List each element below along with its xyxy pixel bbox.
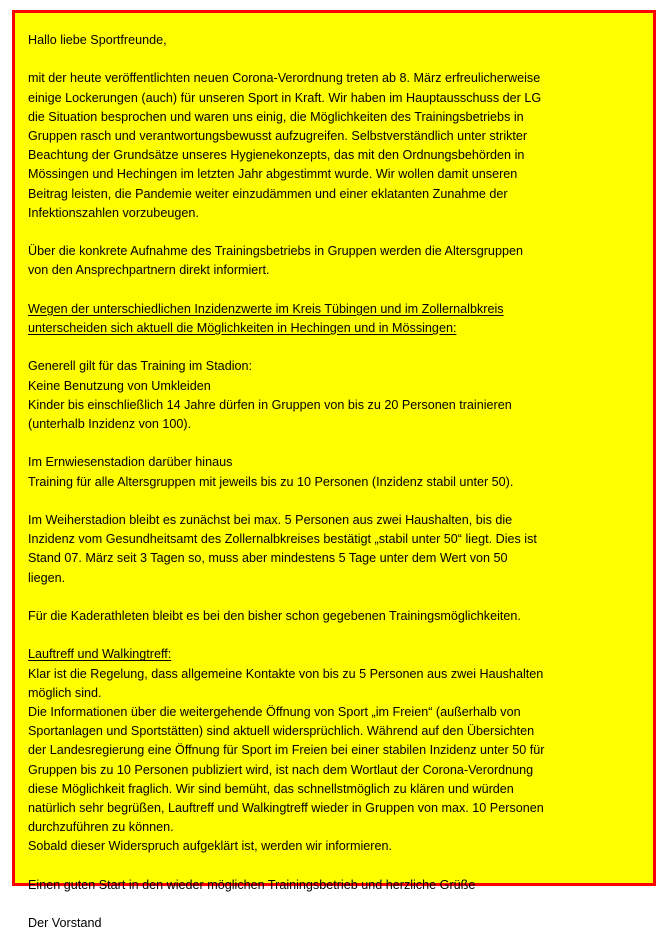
paragraph-intro	[28, 69, 637, 223]
underlined-heading-line: Wegen der unterschiedlichen Inzidenzwerte im Kreis Tübingen und im Zollernalbkreis	[28, 301, 504, 316]
notice-body	[15, 13, 653, 943]
text-line: natürlich sehr begrüßen, Lauftreff und Walkingtreff wieder in Gruppen von max. 10 Personen	[28, 801, 544, 815]
underlined-heading-line: unterscheiden sich aktuell die Möglichkeiten in Hechingen und in Mössingen:	[28, 321, 457, 335]
paragraph-closing	[28, 876, 637, 895]
salutation	[28, 31, 637, 50]
text-line: Generell gilt für das Training im Stadion:	[28, 359, 252, 374]
text-line: Inzidenz vom Gesundheitsamt des Zollernalbkreises bestätigt „stabil unter 50“ liegt. Dies ist	[28, 532, 537, 547]
salutation-line: Hallo liebe Sportfreunde,	[28, 33, 167, 47]
paragraph-kaderathleten	[28, 607, 637, 626]
text-line: möglich sind.	[28, 685, 102, 700]
paragraph-altersgruppen-info	[28, 242, 637, 280]
text-line: Gruppen bis zu 10 Personen publiziert wird, ist nach dem Wortlaut der Corona-Verordnung	[28, 762, 534, 777]
paragraph-stadion-generell	[28, 357, 637, 434]
paragraph-signature	[28, 914, 637, 933]
paragraph-lauftreff-heading	[28, 645, 637, 664]
text-line: Im Ernwiesenstadion darüber hinaus	[28, 455, 233, 470]
text-line: Klar ist die Regelung, dass allgemeine Kontakte von bis zu 5 Personen aus zwei Haushalten	[28, 666, 544, 681]
text-line: Über die konkrete Aufnahme des Trainingsbetriebs in Gruppen werden die Altersgruppen	[28, 244, 523, 259]
paragraph-weiherstadion	[28, 511, 637, 588]
text-line: Sportanlagen und Sportstätten) sind aktuell widersprüchlich. Während auf den Übersichten	[28, 724, 535, 739]
text-line: Sobald dieser Widerspruch aufgeklärt ist, werden wir informieren.	[28, 839, 392, 854]
text-line: der Landesregierung eine Öffnung für Sport im Freien bei einer stabilen Inzidenz unter 50 für	[28, 743, 545, 758]
text-line: (unterhalb Inzidenz von 100).	[28, 417, 192, 431]
text-line: die Situation besprochen und waren uns einig, die Möglichkeiten des Trainingsbetriebs in	[28, 109, 524, 124]
text-line: liegen.	[28, 570, 66, 585]
paragraph-lauftreff-body	[28, 665, 637, 857]
text-line: Beitrag leisten, die Pandemie weiter einzudämmen und einer eklatanten Zunahme der	[28, 186, 508, 201]
text-line: Beachtung der Grundsätze unseres Hygienekonzepts, das mit den Ordnungsbehörden in	[28, 148, 525, 163]
paragraph-spacer	[28, 223, 637, 242]
text-line: diese Möglichkeit fraglich. Wir sind bemüht, das schnellstmöglich zu klären und würden	[28, 781, 514, 796]
text-line: Infektionszahlen vorzubeugen.	[28, 205, 199, 220]
text-line: Mössingen und Hechingen im letzten Jahr abgestimmt wurde. Wir wollen damit unseren	[28, 167, 518, 182]
paragraph-inzidenz-heading	[28, 300, 637, 338]
text-line: Training für alle Altersgruppen mit jeweils bis zu 10 Personen (Inzidenz stabil unter 50).	[28, 474, 514, 489]
signature-line: Der Vorstand	[28, 916, 102, 931]
text-line: Stand 07. März seit 3 Tagen so, muss aber mindestens 5 Tage unter dem Wert von 50	[28, 551, 508, 566]
text-line: Keine Benutzung von Umkleiden	[28, 378, 211, 393]
text-line: Im Weiherstadion bleibt es zunächst bei max. 5 Personen aus zwei Haushalten, bis die	[28, 512, 513, 527]
text-line: von den Ansprechpartnern direkt informiert.	[28, 263, 270, 278]
text-line: durchzuführen zu können.	[28, 820, 174, 835]
text-line: Für die Kaderathleten bleibt es bei den bisher schon gegebenen Trainingsmöglichkeiten.	[28, 608, 521, 623]
text-line: mit der heute veröffentlichten neuen Corona-Verordnung treten ab 8. März erfreulicherweise	[28, 71, 541, 86]
text-line: Gruppen rasch und verantwortungsbewusst aufzugreifen. Selbstverständlich unter strikter	[28, 129, 528, 143]
paragraph-ernwiesenstadion	[28, 453, 637, 491]
text-line: Einen guten Start in den wieder möglichen Trainingsbetrieb und herzliche Grüße	[28, 877, 476, 892]
text-line: Kinder bis einschließlich 14 Jahre dürfen in Gruppen von bis zu 20 Personen trainieren	[28, 397, 512, 412]
text-line: einige Lockerungen (auch) für unseren Sport in Kraft. Wir haben im Hauptausschuss der LG	[28, 90, 542, 105]
underlined-heading-line: Lauftreff und Walkingtreff:	[28, 647, 172, 662]
text-line: Die Informationen über die weitergehende Öffnung von Sport „im Freien“ (außerhalb von	[28, 704, 521, 719]
yellow-notice-box	[12, 10, 656, 931]
